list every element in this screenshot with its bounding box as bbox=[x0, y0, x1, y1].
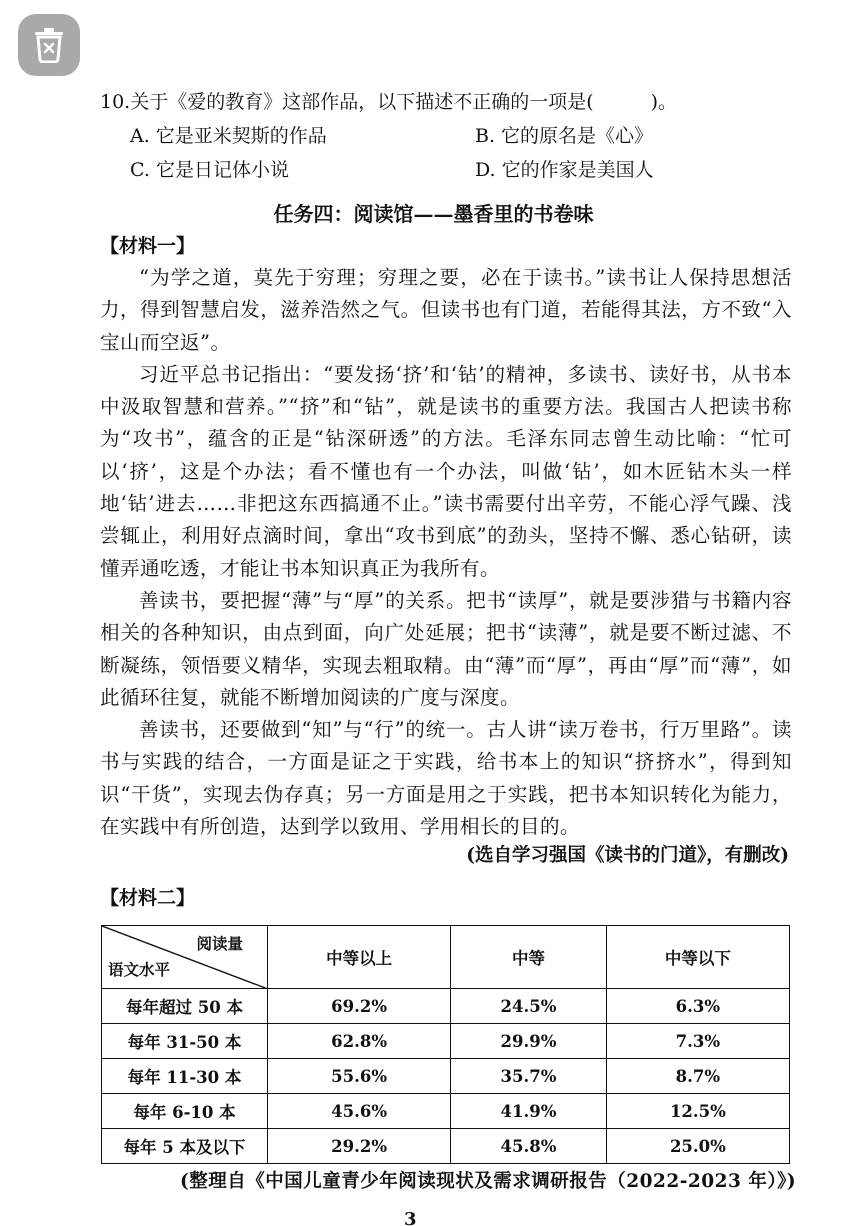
table-row bbox=[102, 1024, 790, 1059]
option-a[interactable]: A. 它是亚米契斯的作品 bbox=[130, 125, 327, 147]
table-row bbox=[102, 1129, 790, 1164]
table-cell: 69.2% bbox=[268, 989, 451, 1024]
table-cell: 8.7% bbox=[606, 1059, 789, 1094]
column-header: 中等 bbox=[451, 926, 607, 989]
row-label: 每年 5 本及以下 bbox=[102, 1129, 268, 1164]
option-c[interactable]: C. 它是日记体小说 bbox=[130, 159, 289, 181]
table-cell: 29.9% bbox=[451, 1024, 607, 1059]
row-label: 每年 6-10 本 bbox=[102, 1094, 268, 1129]
corner-bottom-label: 语文水平 bbox=[108, 960, 171, 979]
table-cell: 35.7% bbox=[451, 1059, 607, 1094]
trash-icon bbox=[32, 27, 66, 63]
corner-top-label: 阅读量 bbox=[196, 934, 243, 953]
table-cell: 55.6% bbox=[268, 1059, 451, 1094]
paragraph: 善读书，还要做到“知”与“行”的统一。古人讲“读万卷书，行万里路”。读书与实践的结合，一方面是证之于实践，给书本上的知识“挤挤水”，得到知识“干货”，实现去伪存真；另一方面是用之于实践，把书本知识转化为能力，在实践中有所创造，达到学以致用、学用相长的目的。 bbox=[100, 718, 792, 839]
row-label: 每年 11-30 本 bbox=[102, 1059, 268, 1094]
table-cell: 12.5% bbox=[606, 1094, 789, 1129]
material-1-source: (选自学习强国《读书的门道》，有删改) bbox=[466, 845, 789, 866]
column-header: 中等以上 bbox=[268, 926, 451, 989]
option-d[interactable]: D. 它的作家是美国人 bbox=[475, 159, 654, 181]
reading-survey-table bbox=[101, 925, 790, 1164]
row-label: 每年超过 50 本 bbox=[102, 989, 268, 1024]
question-10-stem: 10.关于《爱的教育》这部作品，以下描述不正确的一项是( )。 bbox=[100, 91, 678, 113]
table-cell: 7.3% bbox=[606, 1024, 789, 1059]
row-label: 每年 31-50 本 bbox=[102, 1024, 268, 1059]
table-header-row bbox=[102, 926, 790, 989]
table-cell: 29.2% bbox=[268, 1129, 451, 1164]
column-header: 中等以下 bbox=[606, 926, 789, 989]
material-1-label: 【材料一】 bbox=[100, 235, 196, 257]
table-cell: 6.3% bbox=[606, 989, 789, 1024]
table-row bbox=[102, 1059, 790, 1094]
table-cell: 62.8% bbox=[268, 1024, 451, 1059]
table-cell: 41.9% bbox=[451, 1094, 607, 1129]
paragraph: 习近平总书记指出：“要发扬‘挤’和‘钻’的精神，多读书、读好书，从书本中汲取智慧和营养。”“挤”和“钻”，就是读书的重要方法。我国古人把读书称为“攻书”，蕴含的正是“钻深研透”的方法。毛泽东同志曾生动比喻：“忙可以‘挤’，这是个办法；看不懂也有一个办法，叫做‘钻’，如木匠钻木头一样地‘钻’进去……非把这东西搞通不止。”读书需要付出辛劳，不能心浮气躁、浅尝辄止，利用好点滴时间，拿出“攻书到底”的劲头，坚持不懈、悉心钻研，读懂弄通吃透，才能让书本知识真正为我所有。 bbox=[100, 362, 792, 580]
table-cell: 24.5% bbox=[451, 989, 607, 1024]
delete-button[interactable] bbox=[18, 14, 80, 76]
material-1-body bbox=[100, 262, 792, 843]
material-2-label: 【材料二】 bbox=[100, 887, 196, 909]
table-row bbox=[102, 989, 790, 1024]
paragraph: “为学之道，莫先于穷理；穷理之要，必在于读书。”读书让人保持思想活力，得到智慧启发，滋养浩然之气。但读书也有门道，若能得其法，方不致“入宝山而空返”。 bbox=[100, 266, 792, 354]
table-row bbox=[102, 1094, 790, 1129]
table-corner-cell bbox=[102, 926, 268, 989]
table-cell: 45.6% bbox=[268, 1094, 451, 1129]
page-number: 3 bbox=[404, 1209, 417, 1226]
task-title: 任务四：阅读馆——墨香里的书卷味 bbox=[273, 202, 594, 226]
paragraph: 善读书，要把握“薄”与“厚”的关系。把书“读厚”，就是要涉猎与书籍内容相关的各种知识，由点到面，向广处延展；把书“读薄”，就是要不断过滤、不断凝练，领悟要义精华，实现去粗取精。由“薄”而“厚”，再由“厚”而“薄”，如此循环往复，就能不断增加阅读的广度与深度。 bbox=[100, 588, 792, 709]
table-cell: 25.0% bbox=[606, 1129, 789, 1164]
material-2-source: (整理自《中国儿童青少年阅读现状及需求调研报告（2022-2023 年）》) bbox=[180, 1171, 797, 1192]
table-cell: 45.8% bbox=[451, 1129, 607, 1164]
option-b[interactable]: B. 它的原名是《心》 bbox=[475, 125, 654, 147]
